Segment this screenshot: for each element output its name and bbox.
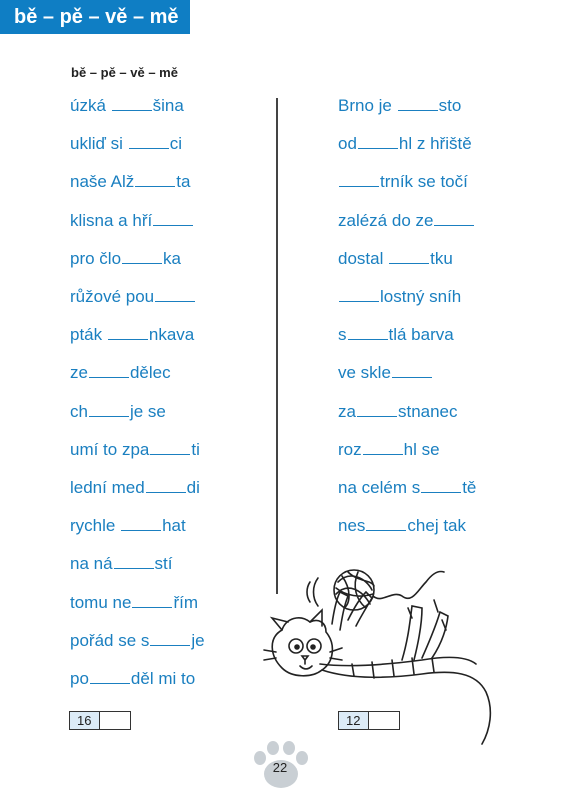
item-text-after: lostný sníh — [380, 287, 462, 306]
fill-in-blank[interactable] — [108, 323, 148, 340]
item-text-before: ch — [70, 401, 88, 421]
item-text-before: lední med — [70, 478, 145, 497]
section-header-tab: bě – pě – vě – mě — [0, 0, 190, 34]
fill-in-blank[interactable] — [363, 438, 403, 455]
item-text-after: tku — [430, 248, 453, 268]
item-text-before: ukliď si — [70, 134, 128, 154]
item-text-before: klisna a hří — [70, 210, 153, 230]
fill-in-blank[interactable] — [357, 400, 397, 417]
item-text-after: trník se točí — [380, 172, 468, 192]
right-exercise-item — [338, 209, 475, 232]
fill-in-blank[interactable] — [150, 629, 190, 646]
right-exercise-item — [338, 323, 454, 346]
item-text-before: s — [338, 325, 347, 345]
fill-in-blank[interactable] — [392, 361, 432, 378]
item-text-before: rychle — [70, 516, 121, 536]
left-exercise-item — [70, 361, 171, 384]
item-text-before: tomu ne — [70, 592, 132, 612]
fill-in-blank[interactable] — [121, 514, 161, 531]
fill-in-blank[interactable] — [358, 132, 398, 149]
left-exercise-item — [70, 591, 198, 614]
left-exercise-item — [70, 552, 173, 575]
right-exercise-item — [338, 400, 458, 423]
right-exercise-item — [338, 361, 433, 384]
left-score-count: 16 — [70, 712, 100, 729]
column-divider — [276, 98, 278, 594]
item-text-before: za — [338, 401, 356, 421]
item-text-before: růžové pou — [70, 287, 155, 306]
right-exercise-item — [338, 438, 440, 461]
item-text-after: chej tak — [407, 516, 467, 536]
item-text-after: řím — [173, 592, 198, 612]
item-text-before: nes — [338, 516, 366, 536]
item-text-before: zalézá do ze — [338, 210, 434, 230]
left-exercise-item — [70, 629, 205, 652]
fill-in-blank[interactable] — [89, 361, 129, 378]
fill-in-blank[interactable] — [122, 247, 162, 264]
left-exercise-item — [70, 514, 186, 537]
item-text-after: nkava — [148, 325, 195, 345]
item-text-before: dostal — [338, 248, 389, 268]
item-text-after: děl mi to — [130, 669, 196, 688]
fill-in-blank[interactable] — [339, 170, 379, 187]
item-text-after: tlá barva — [388, 325, 454, 345]
item-text-before: naše Alž — [70, 172, 135, 192]
item-text-after: šina — [152, 96, 184, 115]
fill-in-blank[interactable] — [339, 285, 379, 302]
item-text-before: Brno je — [338, 96, 397, 115]
right-exercise-item — [338, 476, 476, 499]
item-text-after: sto — [438, 96, 462, 115]
item-text-after: stnanec — [397, 401, 458, 421]
left-score-box — [69, 711, 131, 730]
left-exercise-item — [70, 438, 200, 461]
item-text-after: tě — [462, 478, 477, 497]
right-exercise-item — [338, 285, 461, 308]
item-text-before: pták — [70, 325, 107, 345]
item-text-before: na celém s — [338, 478, 421, 497]
right-score-count: 12 — [339, 712, 369, 729]
fill-in-blank[interactable] — [112, 94, 152, 111]
item-text-before: na ná — [70, 554, 113, 574]
right-exercise-item — [338, 132, 472, 155]
left-exercise-item — [70, 247, 181, 270]
fill-in-blank[interactable] — [89, 400, 129, 417]
yarn-ball-icon — [334, 570, 444, 610]
fill-in-blank[interactable] — [155, 285, 195, 302]
item-text-before: úzká — [70, 96, 111, 115]
item-text-before: roz — [338, 439, 362, 459]
item-text-after: ta — [176, 172, 191, 192]
item-text-after: je se — [129, 401, 166, 421]
fill-in-blank[interactable] — [421, 476, 461, 493]
left-exercise-item — [70, 132, 182, 155]
left-exercise-item — [70, 476, 200, 499]
right-exercise-item — [338, 94, 461, 117]
item-text-before: ve skle — [338, 363, 391, 383]
exercise-subtitle: bě – pě – vě – mě — [71, 65, 178, 80]
cat-with-yarn-illustration — [262, 560, 502, 750]
item-text-after: je — [191, 630, 205, 650]
fill-in-blank[interactable] — [366, 514, 406, 531]
fill-in-blank[interactable] — [135, 170, 175, 187]
item-text-after: hl se — [403, 439, 440, 459]
fill-in-blank[interactable] — [150, 438, 190, 455]
item-text-after: stí — [154, 554, 173, 574]
fill-in-blank[interactable] — [398, 94, 438, 111]
left-score-input[interactable] — [100, 712, 130, 729]
item-text-before: pořád se s — [70, 630, 150, 650]
item-text-after: ka — [163, 248, 181, 268]
right-exercise-item — [338, 514, 466, 537]
fill-in-blank[interactable] — [389, 247, 429, 264]
fill-in-blank[interactable] — [153, 209, 193, 226]
fill-in-blank[interactable] — [434, 209, 474, 226]
fill-in-blank[interactable] — [132, 591, 172, 608]
item-text-before: po — [70, 669, 89, 688]
item-text-before: umí to zpa — [70, 439, 150, 459]
fill-in-blank[interactable] — [90, 667, 130, 684]
item-text-after: hl z hřiště — [398, 134, 472, 154]
item-text-after: di — [186, 478, 200, 497]
left-exercise-item — [70, 667, 195, 690]
fill-in-blank[interactable] — [146, 476, 186, 493]
item-text-before: pro člo — [70, 248, 122, 268]
item-text-after: hat — [162, 516, 186, 536]
left-exercise-item — [70, 323, 194, 346]
left-exercise-item — [70, 209, 194, 232]
item-text-after: ci — [169, 134, 182, 154]
item-text-before: ze — [70, 363, 88, 383]
left-exercise-item — [70, 170, 190, 193]
fill-in-blank[interactable] — [129, 132, 169, 149]
right-exercise-item — [338, 247, 453, 270]
item-text-after: ti — [191, 439, 200, 459]
right-exercise-item — [338, 170, 468, 193]
item-text-after: dělec — [129, 363, 171, 383]
page-number: 22 — [272, 760, 288, 775]
left-exercise-item — [70, 400, 166, 423]
item-text-before: od — [338, 134, 357, 154]
left-exercise-item — [70, 285, 196, 308]
left-exercise-item — [70, 94, 184, 117]
fill-in-blank[interactable] — [348, 323, 388, 340]
fill-in-blank[interactable] — [114, 552, 154, 569]
